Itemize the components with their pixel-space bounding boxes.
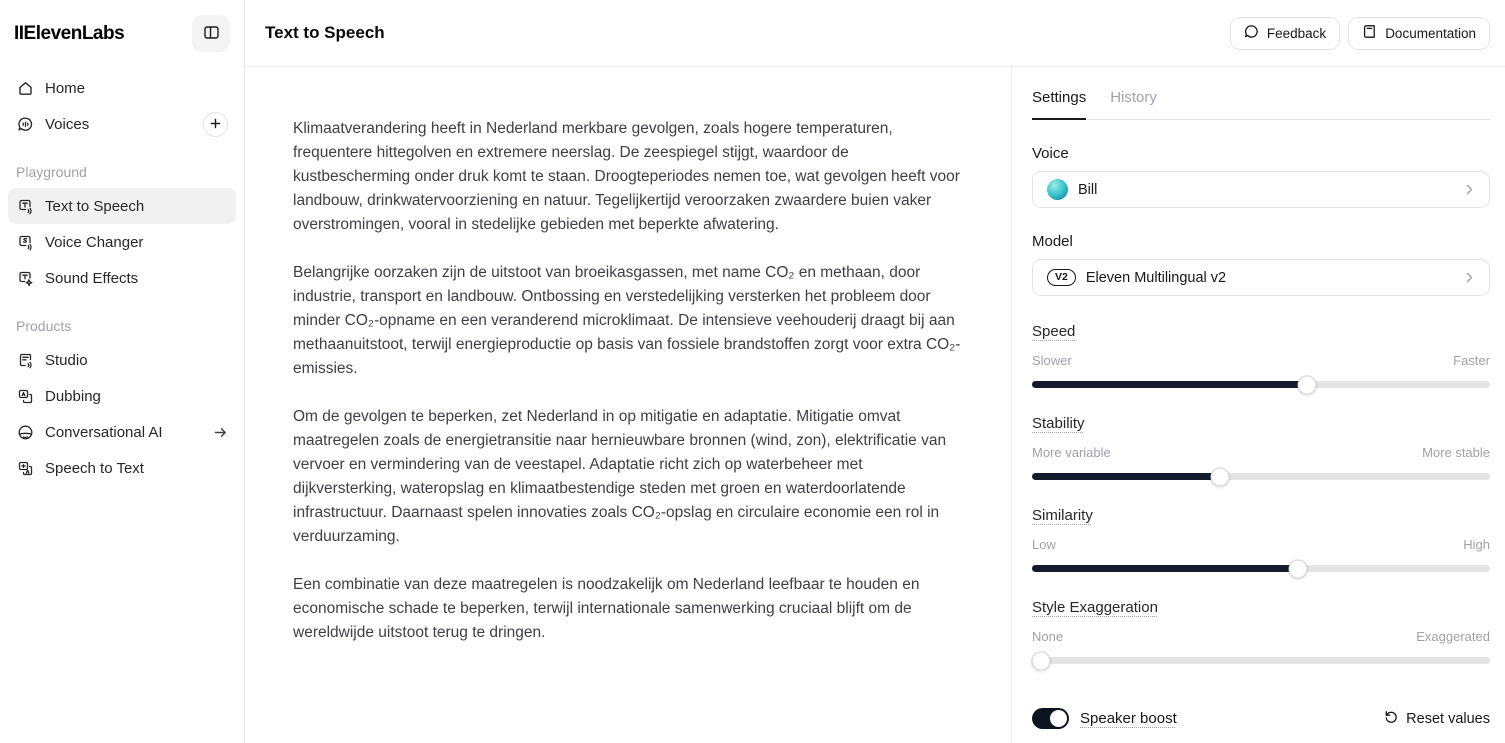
slider-max-label: Faster (1453, 353, 1490, 368)
slider-min-label: Low (1032, 537, 1056, 552)
editor-paragraph: Belangrijke oorzaken zijn de uitstoot van broeikasgassen, met name CO₂ en methaan, door industrie, transport en landbouw. Ontbossing en verstedelijking versterken het probleem door minder CO₂-opname en een veranderend microklimaat. De intensieve veehouderij draagt bij aan methaanuitstoot, terwijl energieproductie op basis van fossiele brandstoffen zorgt voor extra CO₂-emissies. (293, 264, 961, 377)
toggle-knob (1050, 710, 1067, 727)
text-editor[interactable] (245, 67, 1012, 743)
tab-history[interactable]: History (1110, 89, 1157, 106)
sidebar-nav (0, 62, 244, 486)
chevron-right-icon (1464, 184, 1475, 195)
sidebar-item-label: Voice Changer (45, 233, 144, 251)
sidebar-item-label: Speech to Text (45, 459, 144, 477)
voice-value: Bill (1078, 181, 1098, 198)
sidebar-item-text-to-speech[interactable] (8, 188, 236, 224)
editor-paragraph: Klimaatverandering heeft in Nederland merkbare gevolgen, zoals hogere temperaturen, frequentere hittegolven en extremere neerslag. De zeespiegel stijgt, waardoor de kustbescherming onder druk komt te staan. Droogteperiodes nemen toe, wat gevolgen heeft voor landbouw, drinkwatervoorziening en natuur. Tegelijkertijd veroorzaken zwaardere buien vaker overstromingen, vooral in stedelijke gebieden met beperkte afwatering. (293, 120, 960, 233)
sidebar (0, 0, 245, 743)
speed-slider-block (1032, 323, 1490, 388)
sidebar-item-sound-effects[interactable] (8, 260, 236, 296)
speed-slider[interactable] (1032, 381, 1490, 388)
plus-icon (210, 117, 221, 132)
sidebar-item-conversational-ai[interactable] (8, 414, 236, 450)
slider-thumb[interactable] (1297, 375, 1316, 394)
model-v2-badge: V2 (1047, 269, 1076, 286)
sound-effects-icon (16, 269, 34, 287)
model-value: Eleven Multilingual v2 (1085, 269, 1227, 286)
text-to-speech-icon (16, 197, 34, 215)
slider-min-label: None (1032, 629, 1064, 644)
slider-max-label: High (1463, 537, 1490, 552)
conversational-ai-icon (16, 423, 34, 441)
sidebar-item-label: Home (45, 79, 86, 97)
similarity-label: Similarity (1032, 507, 1093, 524)
speech-to-text-icon (16, 459, 34, 477)
editor-paragraph: Een combinatie van deze maatregelen is noodzakelijk om Nederland leefbaar te houden en economische schade te beperken, terwijl internationale samenwerking cruciaal blijft om de wereldwijde uitstoot terug te dringen. (293, 576, 920, 641)
sidebar-item-label: Sound Effects (45, 269, 139, 287)
add-voice-button[interactable] (203, 112, 228, 137)
app-logo: IIElevenLabs (14, 22, 125, 44)
sidebar-toggle-button[interactable] (192, 15, 230, 52)
voice-avatar (1047, 179, 1068, 200)
stability-slider-block (1032, 415, 1490, 480)
page-title: Text to Speech (265, 23, 385, 42)
sidebar-item-voice-changer[interactable] (8, 224, 236, 260)
sidebar-item-label: Studio (45, 351, 88, 369)
style-exaggeration-slider-ends (1032, 629, 1490, 644)
top-bar-actions (1230, 17, 1490, 50)
voice-label: Voice (1032, 145, 1069, 162)
model-select[interactable] (1032, 259, 1490, 296)
model-label: Model (1032, 233, 1073, 250)
speed-slider-ends (1032, 353, 1490, 368)
speaker-boost-toggle[interactable] (1032, 708, 1069, 729)
content (245, 67, 1505, 743)
home-icon (16, 79, 34, 97)
reset-values-button[interactable] (1384, 710, 1490, 728)
stability-slider-ends (1032, 445, 1490, 460)
documentation-label: Documentation (1385, 25, 1476, 41)
section-title-products: Products (16, 318, 72, 334)
slider-min-label: More variable (1032, 445, 1111, 460)
sidebar-item-label: Voices (45, 115, 90, 133)
reset-values-label: Reset values (1406, 710, 1490, 727)
slider-thumb[interactable] (1210, 467, 1229, 486)
speaker-boost (1032, 708, 1177, 729)
section-title-playground: Playground (16, 164, 87, 180)
voice-select[interactable] (1032, 171, 1490, 208)
slider-fill (1032, 381, 1307, 388)
slider-fill (1032, 565, 1298, 572)
voice-changer-icon (16, 233, 34, 251)
sidebar-item-studio[interactable] (8, 342, 236, 378)
panel-layout-icon (203, 24, 220, 44)
sidebar-item-home[interactable] (8, 70, 236, 106)
feedback-bubble-icon (1244, 24, 1259, 42)
sidebar-item-speech-to-text[interactable] (8, 450, 236, 486)
documentation-book-icon (1362, 24, 1377, 42)
speaker-boost-label: Speaker boost (1080, 710, 1177, 727)
slider-fill (1032, 473, 1220, 480)
similarity-slider[interactable] (1032, 565, 1490, 572)
slider-thumb[interactable] (1288, 559, 1307, 578)
studio-icon (16, 351, 34, 369)
feedback-button[interactable] (1230, 17, 1340, 50)
style-exaggeration-label: Style Exaggeration (1032, 599, 1158, 616)
slider-thumb[interactable] (1032, 651, 1051, 670)
sidebar-item-label: Text to Speech (45, 197, 145, 215)
feedback-label: Feedback (1266, 25, 1327, 41)
slider-max-label: More stable (1422, 445, 1490, 460)
reset-icon (1384, 710, 1398, 728)
voices-icon (16, 115, 34, 133)
tab-settings[interactable]: Settings (1032, 89, 1086, 120)
chevron-right-icon (1464, 272, 1475, 283)
style-exaggeration-slider-block (1032, 599, 1490, 664)
sidebar-item-dubbing[interactable] (8, 378, 236, 414)
style-exaggeration-slider[interactable] (1032, 657, 1490, 664)
similarity-slider-ends (1032, 537, 1490, 552)
editor-paragraph: Om de gevolgen te beperken, zet Nederland in op mitigatie en adaptatie. Mitigatie omvat maatregelen zoals de energietransitie naar hernieuwbare bronnen (wind, zon), elektrificatie van vervoer en vermindering van de veestapel. Adaptatie richt zich op waterbeheer met dijkversterking, wateropslag en klimaatbestendige steden met groen en waterdoorlatende infrastructuur. Daarnaast spelen innovaties zoals CO₂-opslag en circulaire economie een rol in verduurzaming. (293, 408, 947, 545)
main-area (245, 0, 1505, 743)
similarity-slider-block (1032, 507, 1490, 572)
documentation-button[interactable] (1348, 17, 1490, 50)
speed-label: Speed (1032, 323, 1076, 340)
arrow-right-icon (213, 425, 228, 440)
stability-label: Stability (1032, 415, 1085, 432)
dubbing-icon (16, 387, 34, 405)
slider-max-label: Exaggerated (1416, 629, 1490, 644)
top-bar (245, 0, 1505, 67)
sidebar-item-label: Dubbing (45, 387, 101, 405)
panel-bottom-row (1032, 688, 1490, 729)
stability-slider[interactable] (1032, 473, 1490, 480)
settings-panel (1012, 67, 1505, 743)
sidebar-item-label: Conversational AI (45, 423, 163, 441)
sidebar-item-voices[interactable] (8, 106, 236, 142)
slider-min-label: Slower (1032, 353, 1072, 368)
sidebar-header (0, 0, 244, 62)
panel-tabs (1032, 67, 1490, 120)
